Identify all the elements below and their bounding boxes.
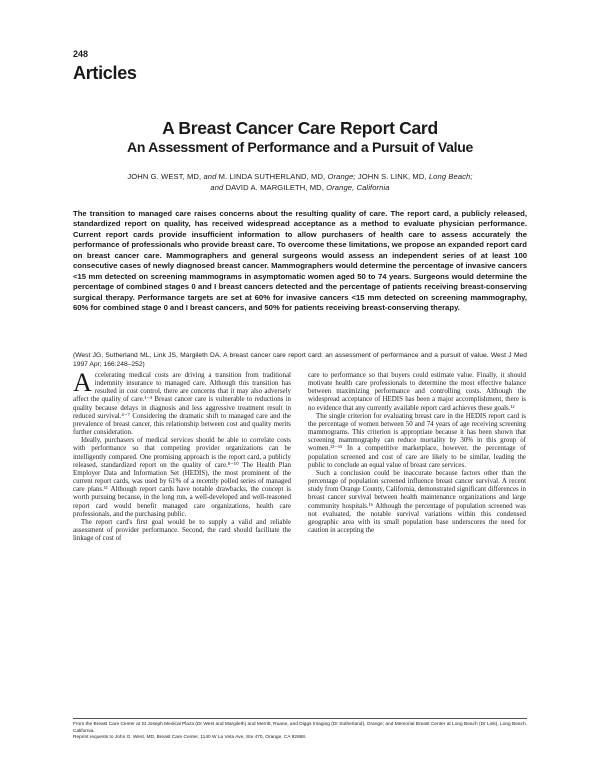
author-list	[95, 171, 505, 193]
article-title: A Breast Cancer Care Report Card	[162, 118, 438, 138]
author-conjunction: and	[203, 172, 217, 181]
article-subtitle: An Assessment of Performance and a Pursuit of Value	[127, 139, 473, 155]
author-link: JOHN S. LINK, MD,	[355, 172, 429, 181]
body-column-left	[73, 368, 291, 543]
author-line-1	[95, 171, 505, 182]
footnote-affiliations: From the Breast Care Center at St Joseph Medical Plaza (Dr West and Margileth) and Merritt, Ruane, and Diggs Imaging (Dr Sutherland), Orange; and Memorial Breast Center at Long Beach (Dr Link), Long Beach, California.	[73, 722, 527, 734]
footnote-divider	[73, 718, 527, 719]
abstract: The transition to managed care raises concerns about the resulting quality of care. The report card, a publicly released, standardized report on quality, has received widespread acceptance as a method to evaluate physician performance. Current report cards provide insufficient information to allow purchasers of health care to assess accurately the performance of professionals who provide breast care. To overcome these limitations, we propose an expanded report card on breast cancer care. Mammographers and general surgeons would assess an independent series of at least 100 consecutive cases of newly diagnosed breast cancer. Mammographers would determine the percentage of invasive cancers <15 mm detected on screening mammograms in asymptomatic women aged 50 to 74 years. Surgeons would determine the percentage of combined stages 0 and I breast cancers detected and the percentage of patients receiving breast-conserving surgical therapy. Performance targets are set at 60% for invasive cancers <15 mm detected on screening mammography, 60% for combined stage 0 and I breast cancers, and 50% for patients receiving breast-conserving therapy.	[73, 209, 527, 313]
paragraph-text: ccelerating medical costs are driving a transition from traditional indemnity insurance to managed care. Although this transition has resulted in cost control, there are concerns that it may also adversely affect the quality of care.¹⁻³ Breast cancer care is vulnerable to reductions in quality because delays in diagnosis and less aggressive treatment result in reduced survival.⁴⁻⁷ Considering the dramatic shift to managed care and the prevalence of breast cancer, this relationship between cost and quality merits further consideration.	[73, 371, 291, 437]
body-paragraph: Such a conclusion could be inaccurate because factors other than the percentage of population screened influence breast cancer survival. A recent study from Orange County, California, demonstrated significant differences in breast cancer survival between health maintenance organizations and large community hospitals.¹⁶ Although the percentage of population screened was not evaluated, the notable survival variations within this condensed geographic area with its small population base underscores the need for caution in accepting the	[308, 468, 526, 534]
author-line-2	[95, 182, 505, 193]
body-paragraph	[73, 368, 291, 437]
body-paragraph: Ideally, purchasers of medical services should be able to correlate costs with performance so that competing provider organizations can be intelligently compared. One promising approach is the report card, a publicly released, standardized report on the quality of care.⁸⁻¹⁰ The Health Plan Employer Data and Information Set (HEDIS), the most prominent of the current report cards, was used by 61% of a recently polled series of managed care plans.¹¹ Although report cards have notable drawbacks, the concept is worth pursuing because, in the long run, a well-developed and well-reasoned report card would benefit managed care organizations, health care professionals, and the purchasing public.	[73, 436, 291, 518]
footnotes	[73, 722, 527, 742]
author-margileth: DAVID A. MARGILETH, MD,	[223, 183, 327, 193]
author-affiliation: Long Beach;	[428, 172, 473, 181]
section-heading: Articles	[73, 63, 137, 83]
author-conjunction: and	[210, 183, 224, 193]
citation: (West JG, Sutherland ML, Link JS, Margileth DA. A breast cancer care report card: an assessment of performance and a pursuit of value. West J Med 1997 Apr; 166:248–252)	[73, 352, 527, 368]
author-sutherland: M. LINDA SUTHERLAND, MD,	[216, 172, 328, 181]
footnote-reprints: Reprint requests to John G. West, MD, Breast Care Center, 1140 W La Veta Ave, Ste 470, Orange, CA 92868.	[73, 735, 307, 740]
drop-cap: A	[73, 368, 92, 397]
author-affiliation: Orange;	[327, 172, 356, 181]
body-paragraph: The report card's first goal would be to supply a valid and reliable assessment of provider performance. Second, the card should facilitate the linkage of cost of	[73, 517, 291, 543]
author-affiliation: Orange, California	[326, 183, 390, 193]
body-paragraph: care to performance so that buyers could estimate value. Finally, it should motivate health care professionals to determine the most effective balance between maximizing performance and controlling costs. Although the widespread acceptance of HEDIS has been a major accomplishment, there is no evidence that any currently available report card achieves these goals.¹²	[308, 371, 526, 412]
body-paragraph: The single criterion for evaluating breast care in the HEDIS report card is the percentage of women between 50 and 74 years of age receiving screening mammograms. This criterion is appropriate because it has been shown that screening mammography can reduce mortality by 30% in this group of women.¹³⁻¹⁵ In a competitive marketplace, however, the percentage of population screened and cost of care are likely to be similar, leading the public to conclude an equal value of breast care services.	[308, 411, 526, 469]
body-column-right	[308, 371, 526, 534]
author-west: JOHN G. WEST, MD,	[127, 172, 204, 181]
page-number: 248	[73, 49, 89, 59]
